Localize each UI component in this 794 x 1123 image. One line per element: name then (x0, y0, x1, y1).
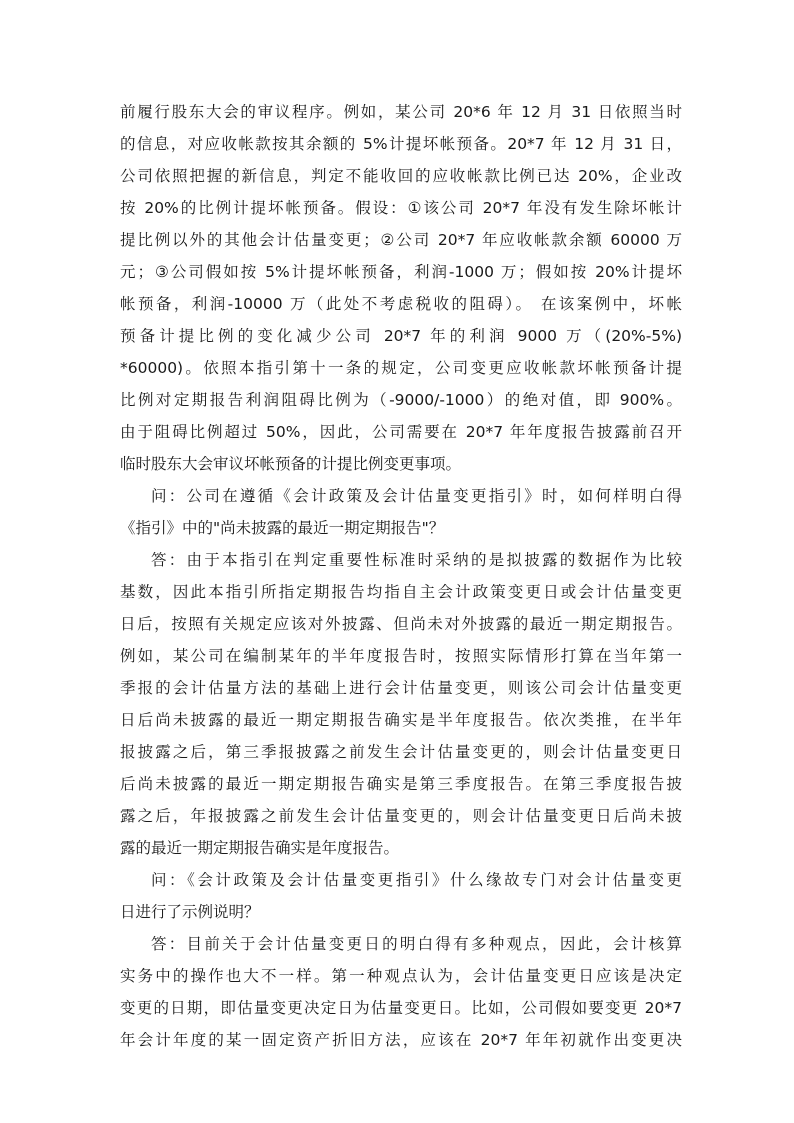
text-line: 报披露之后，第三季报披露之前发生会计估量变更的，则会计估量变更日 (120, 743, 682, 761)
answer-line: 答：由于本指引在判定重要性标准时采纳的是拟披露的数据作为比较 (151, 551, 682, 569)
text-line: 露的最近一期定期报告确实是年度报告。 (120, 839, 400, 857)
text-line: 比例对定期报告利润阻碍比例为（-9000/-1000）的绝对值，即 900%。 (120, 391, 682, 409)
text-line: 临时股东大会审议坏帐预备的计提比例变更事项。 (120, 455, 462, 473)
text-line: 后尚未披露的最近一期定期报告确实是第三季度报告。在第三季度报告披 (120, 775, 682, 793)
text-line: 《指引》中的"尚未披露的最近一期定期报告"？ (120, 519, 445, 537)
question-line: 问：《会计政策及会计估量变更指引》什么缘故专门对会计估量变更 (151, 871, 682, 889)
text-line: 例如，某公司在编制某年的半年度报告时，按照实际情形打算在当年第一 (120, 647, 682, 665)
question-line: 问：公司在遵循《会计政策及会计估量变更指引》时，如何样明白得 (151, 487, 682, 505)
text-line: 按 20%的比例计提坏帐预备。假设：①该公司 20*7 年没有发生除坏帐计 (120, 199, 682, 217)
text-line: 帐预备，利润-10000 万（此处不考虑税收的阻碍）。 在该案例中，坏帐 (120, 295, 682, 313)
answer-line: 答：目前关于会计估量变更日的明白得有多种观点，因此，会计核算 (151, 935, 682, 953)
text-line: *60000)。依照本指引第十一条的规定，公司变更应收帐款坏帐预备计提 (120, 359, 682, 377)
text-line: 露之后，年报披露之前发生会计估量变更的，则会计估量变更日后尚未披 (120, 807, 682, 825)
text-line: 年会计年度的某一固定资产折旧方法，应该在 20*7 年年初就作出变更决 (120, 1031, 682, 1049)
text-line: 公司依照把握的新信息，判定不能收回的应收帐款比例已达 20%，企业改 (120, 167, 682, 185)
text-line: 基数，因此本指引所指定期报告均指自主会计政策变更日或会计估量变更 (120, 583, 682, 601)
text-line: 季报的会计估量方法的基础上进行会计估量变更，则该公司会计估量变更 (120, 679, 682, 697)
text-line: 实务中的操作也大不一样。第一种观点认为，会计估量变更日应该是决定 (120, 967, 682, 985)
text-line: 提比例以外的其他会计估量变更；②公司 20*7 年应收帐款余额 60000 万 (120, 231, 682, 249)
text-line: 日后，按照有关规定应该对外披露、但尚未对外披露的最近一期定期报告。 (120, 615, 682, 633)
text-line: 日进行了示例说明？ (120, 903, 260, 921)
text-line: 预备计提比例的变化减少公司 20*7 年的利润 9000 万（(20%-5%) (120, 327, 682, 345)
text-line: 前履行股东大会的审议程序。例如，某公司 20*6 年 12 月 31 日依照当时 (120, 103, 682, 121)
document-body (120, 96, 682, 1056)
text-line: 的信息，对应收帐款按其余额的 5%计提坏帐预备。20*7 年 12 月 31 日， (120, 135, 682, 153)
text-line: 变更的日期，即估量变更决定日为估量变更日。比如，公司假如要变更 20*7 (120, 999, 682, 1017)
text-line: 元；③公司假如按 5%计提坏帐预备，利润-1000 万；假如按 20%计提坏 (120, 263, 682, 281)
text-line: 由于阻碍比例超过 50%，因此，公司需要在 20*7 年年度报告披露前召开 (120, 423, 682, 441)
text-line: 日后尚未披露的最近一期定期报告确实是半年度报告。依次类推，在半年 (120, 711, 682, 729)
